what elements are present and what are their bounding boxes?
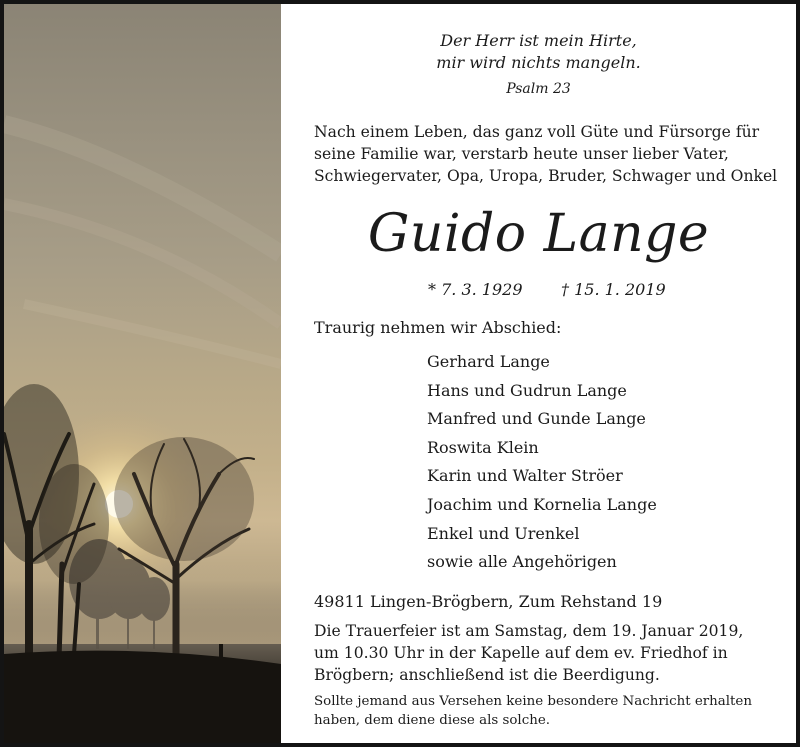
notice-note-line-1: Sollte jemand aus Versehen keine besondere Nachricht erhalten xyxy=(314,694,752,709)
ceremony-line-1: Die Trauerfeier ist am Samstag, dem 19. Januar 2019, xyxy=(314,622,744,640)
ceremony-line-2: um 10.30 Uhr in der Kapelle auf dem ev. Friedhof in xyxy=(314,644,728,662)
intro-line-2: seine Familie war, verstarb heute unser lieber Vater, xyxy=(314,145,729,163)
mourner-item: Gerhard Lange xyxy=(427,352,550,371)
mourner-item: Enkel und Urenkel xyxy=(427,523,580,543)
intro-line-3: Schwiegervater, Opa, Uropa, Bruder, Schwager und Onkel xyxy=(314,167,778,185)
ceremony-line-3: Brögbern; anschließend ist die Beerdigung. xyxy=(314,666,660,684)
farewell-lead: Traurig nehmen wir Abschied: xyxy=(314,318,562,337)
mourners-list xyxy=(427,348,657,577)
death-date: † 15. 1. 2019 xyxy=(561,280,666,299)
mourner-item: Manfred und Gunde Lange xyxy=(427,409,646,429)
psalm-line-1: Der Herr ist mein Hirte, xyxy=(440,31,637,50)
sunrise-trees-photo xyxy=(4,4,281,743)
mourner-item: Joachim und Kornelia Lange xyxy=(427,494,657,514)
mourner-item: sowie alle Angehörigen xyxy=(427,552,617,572)
birth-date: * 7. 3. 1929 xyxy=(428,280,523,299)
notice-text-panel xyxy=(281,4,796,743)
family-address: 49811 Lingen-Brögbern, Zum Rehstand 19 xyxy=(314,592,663,611)
tree-silhouette-illustration xyxy=(4,4,281,743)
notice-note-line-2: haben, dem diene diese als solche. xyxy=(314,713,551,728)
mourner-item: Karin und Walter Ströer xyxy=(427,466,623,486)
psalm-line-2: mir wird nichts mangeln. xyxy=(436,53,641,72)
deceased-name: Guido Lange xyxy=(367,204,710,264)
intro-line-1: Nach einem Leben, das ganz voll Güte und Fürsorge für xyxy=(314,123,760,141)
psalm-reference: Psalm 23 xyxy=(506,81,571,97)
mourner-item: Hans und Gudrun Lange xyxy=(427,380,627,400)
mourner-item: Roswita Klein xyxy=(427,437,539,457)
